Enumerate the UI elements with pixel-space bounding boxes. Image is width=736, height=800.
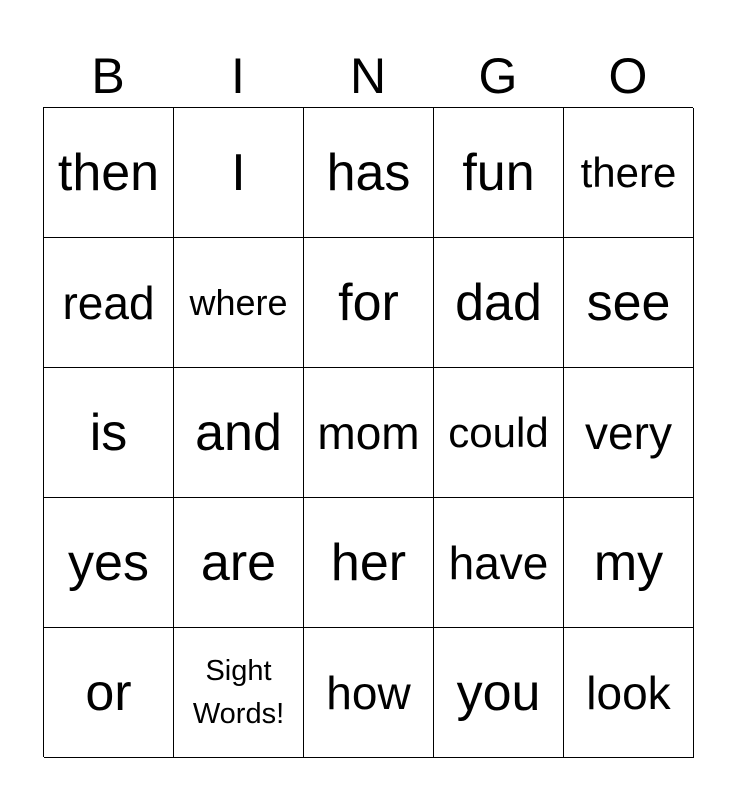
bingo-cell[interactable]: has: [304, 108, 434, 238]
free-space-cell: Sight Words!: [174, 628, 304, 758]
bingo-cell[interactable]: you: [434, 628, 564, 758]
bingo-cell[interactable]: my: [564, 498, 694, 628]
bingo-cell[interactable]: then: [44, 108, 174, 238]
bingo-cell[interactable]: could: [434, 368, 564, 498]
bingo-cell[interactable]: read: [44, 238, 174, 368]
bingo-cell[interactable]: her: [304, 498, 434, 628]
bingo-cell[interactable]: dad: [434, 238, 564, 368]
bingo-cell[interactable]: have: [434, 498, 564, 628]
bingo-cell[interactable]: mom: [304, 368, 434, 498]
bingo-cell[interactable]: for: [304, 238, 434, 368]
bingo-header: [43, 45, 693, 107]
bingo-cell[interactable]: and: [174, 368, 304, 498]
bingo-cell[interactable]: there: [564, 108, 694, 238]
bingo-cell[interactable]: how: [304, 628, 434, 758]
bingo-cell[interactable]: yes: [44, 498, 174, 628]
header-letter-o: O: [608, 48, 648, 104]
bingo-cell[interactable]: where: [174, 238, 304, 368]
bingo-cell[interactable]: fun: [434, 108, 564, 238]
header-letter-n: N: [349, 48, 387, 104]
header-letter-i: I: [231, 48, 245, 104]
bingo-board: [43, 107, 693, 757]
bingo-cell[interactable]: very: [564, 368, 694, 498]
bingo-cell[interactable]: look: [564, 628, 694, 758]
header-letter-g: G: [478, 48, 518, 104]
bingo-cell[interactable]: are: [174, 498, 304, 628]
header-letter-b: B: [91, 48, 125, 104]
bingo-cell[interactable]: see: [564, 238, 694, 368]
bingo-cell[interactable]: I: [174, 108, 304, 238]
bingo-cell[interactable]: or: [44, 628, 174, 758]
bingo-cell[interactable]: is: [44, 368, 174, 498]
